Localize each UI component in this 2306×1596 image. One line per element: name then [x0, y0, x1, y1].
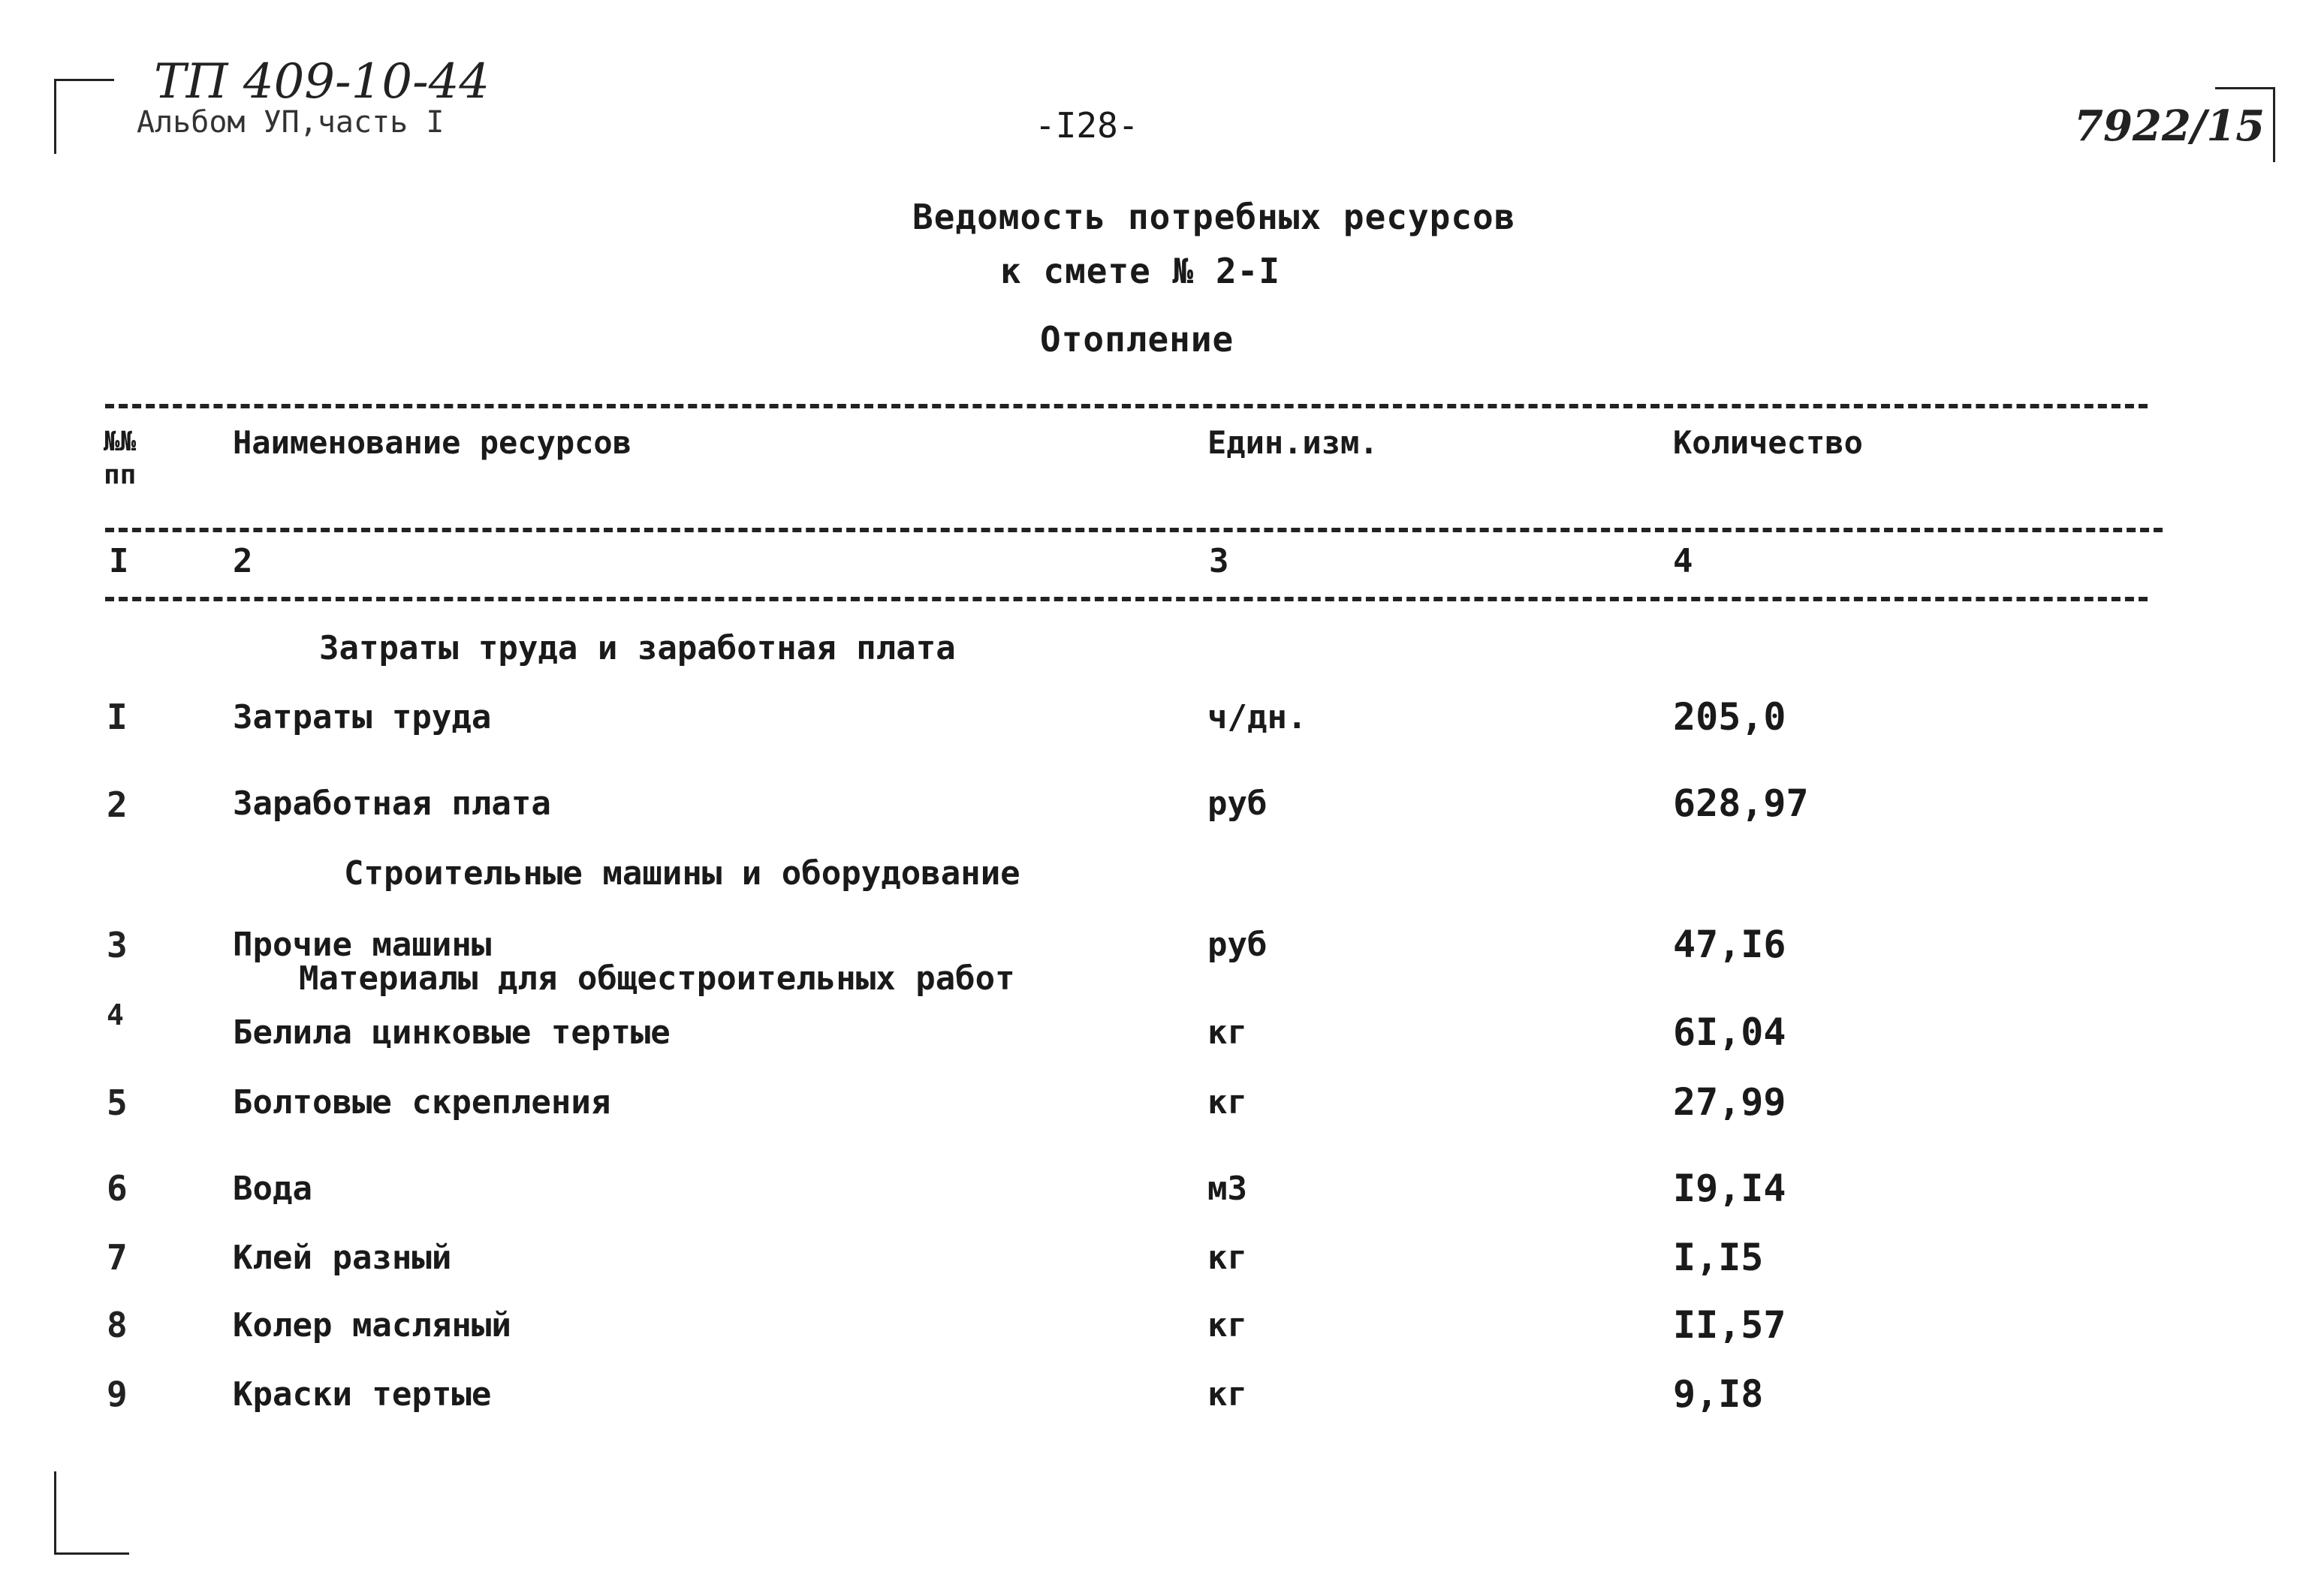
corner-mark-top-right-h	[2215, 87, 2275, 89]
corner-mark-top-right-v	[2273, 87, 2275, 162]
row-number: 7	[107, 1237, 128, 1278]
resource-unit: кг	[1207, 1375, 1247, 1414]
table-rule-colnum	[105, 597, 2148, 601]
header-unit: Един.изм.	[1207, 424, 1379, 461]
doc-number: 7922/15	[2074, 101, 2265, 151]
resource-qty: I9,I4	[1673, 1167, 1786, 1210]
resource-name: Заработная плата	[233, 784, 551, 823]
resource-unit: кг	[1207, 1083, 1247, 1122]
page-subtitle: к смете № 2-I	[1000, 251, 1281, 291]
resource-name: Вода	[233, 1170, 312, 1208]
table-rule-header	[105, 528, 2163, 532]
resource-name: Краски тертые	[233, 1375, 492, 1414]
page-title: Ведомость потребных ресурсов	[912, 197, 1516, 237]
resource-unit: кг	[1207, 1239, 1247, 1277]
resource-unit: руб	[1207, 784, 1268, 823]
resource-qty: 47,I6	[1673, 923, 1786, 966]
row-number: 8	[107, 1305, 128, 1345]
resource-unit: ч/дн.	[1207, 698, 1307, 736]
resource-unit: руб	[1207, 926, 1268, 964]
resource-qty: 27,99	[1673, 1080, 1786, 1124]
section-heading-machines: Строительные машины и оборудование	[344, 854, 1020, 893]
corner-mark-bottom-left-h	[54, 1552, 129, 1555]
row-number: I	[107, 697, 128, 737]
section-heading-labor: Затраты труда и заработная плата	[319, 629, 956, 667]
header-qty: Количество	[1673, 424, 1863, 461]
header-num-line1: №№	[104, 426, 137, 457]
table-rule-top	[105, 404, 2148, 408]
resource-qty: II,57	[1673, 1303, 1786, 1347]
row-number: 5	[107, 1083, 128, 1123]
resource-name: Прочие машины	[233, 926, 492, 964]
corner-mark-top-left-h	[54, 79, 114, 81]
header-num-line2: пп	[104, 459, 137, 490]
resource-qty: 6I,04	[1673, 1010, 1786, 1054]
row-number: 4	[107, 998, 124, 1031]
section-heading-materials: Материалы для общестроительных работ	[299, 959, 1015, 998]
column-number-1: I	[109, 542, 129, 580]
header-name: Наименование ресурсов	[233, 424, 632, 461]
resource-qty: 9,I8	[1673, 1372, 1764, 1416]
row-number: 9	[107, 1374, 128, 1414]
resource-name: Колер масляный	[233, 1306, 511, 1345]
row-number: 3	[107, 925, 128, 965]
row-number: 6	[107, 1168, 128, 1209]
album-label: Альбом УП,часть I	[137, 105, 445, 140]
corner-mark-top-left-v	[54, 79, 56, 154]
column-number-2: 2	[233, 542, 253, 580]
page-number: -I28-	[1035, 105, 1139, 146]
section-title: Отопление	[1040, 319, 1234, 360]
resource-name: Клей разный	[233, 1239, 452, 1277]
column-number-4: 4	[1673, 542, 1693, 580]
resource-qty: 205,0	[1673, 695, 1786, 739]
column-number-3: 3	[1209, 542, 1229, 580]
resource-unit: кг	[1207, 1013, 1247, 1052]
resource-name: Затраты труда	[233, 698, 492, 736]
row-number: 2	[107, 784, 128, 825]
resource-unit: м3	[1207, 1170, 1247, 1208]
resource-name: Болтовые скрепления	[233, 1083, 611, 1122]
corner-mark-bottom-left-v	[54, 1471, 56, 1554]
resource-qty: 628,97	[1673, 781, 1809, 825]
resource-name: Белила цинковые тертые	[233, 1013, 671, 1052]
doc-code: ТП 409-10-44	[154, 54, 490, 110]
resource-qty: I,I5	[1673, 1236, 1764, 1279]
resource-unit: кг	[1207, 1306, 1247, 1345]
